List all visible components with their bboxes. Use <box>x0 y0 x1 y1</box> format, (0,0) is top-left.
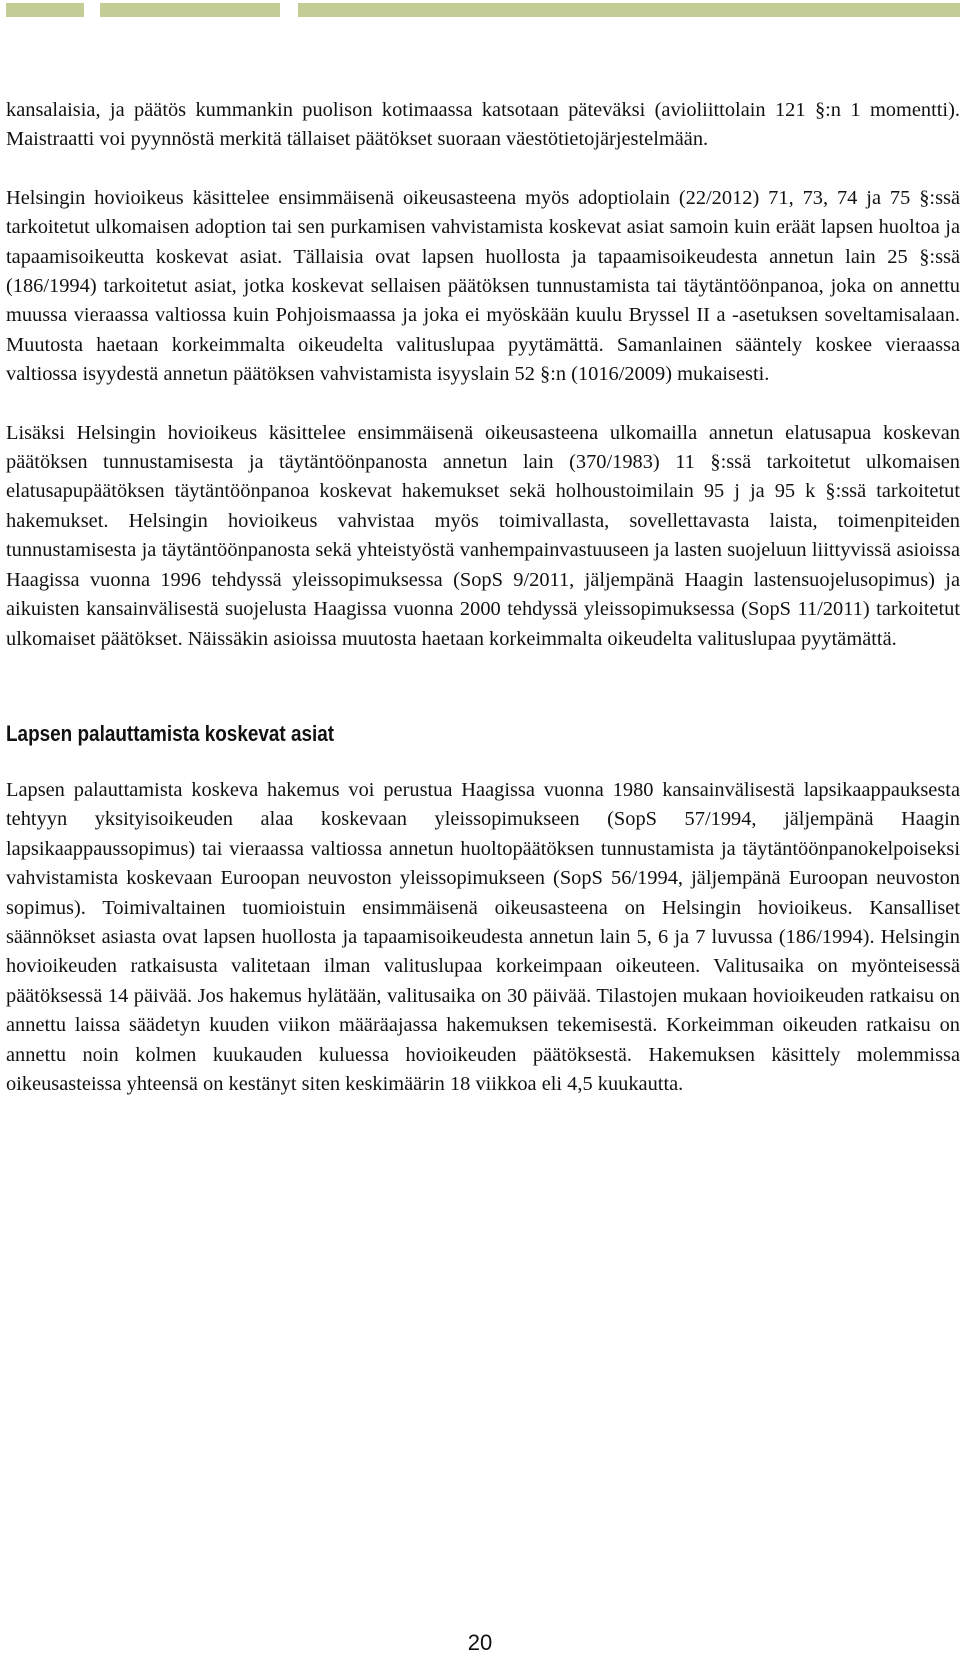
page-content <box>6 96 960 1099</box>
paragraph-adoption: Helsingin hovioikeus käsittelee ensimmäisenä oikeusasteena myös adoptiolain (22/2012) 71, 73, 74 ja 75 §:ssä tarkoitetut ulkomaisen adoption tai sen purkamisen vahvistamista koskevat asiat samoin kuin eräät lapsen huoltoa ja tapaamisoikeutta koskevat asiat. Tällaisia ovat lapsen huollosta ja tapaamisoikeudesta annetun lain 25 §:ssä (186/1994) tarkoitetut asiat, jotka koskevat sellaisen päätöksen tunnustamista tai täytäntöönpanoa, joka on annettu muussa vieraassa valtiossa kuin Pohjoismaassa ja joka ei myöskään kuulu Bryssel II a -asetuksen soveltamisalaan. Muutosta haetaan korkeimmalta oikeudelta valituslupaa pyytämättä. Samanlainen sääntely koskee vieraassa valtiossa isyydestä annetun päätöksen vahvistamista isyyslain 52 §:n (1016/2009) mukaisesti. <box>6 186 960 386</box>
header-bar <box>6 3 84 17</box>
paragraph-continuation: kansalaisia, ja päätös kummankin puolison kotimaassa katsotaan päteväksi (avioliittolain 121 §:n 1 momentti). Maistraatti voi pyynnöstä merkitä tällaiset päätökset suoraan väestötietojärjestelmään. <box>6 99 960 151</box>
paragraph-child-return: Lapsen palauttamista koskeva hakemus voi perustua Haagissa vuonna 1980 kansainvälisestä lapsikaappauksesta tehtyyn yksityisoikeuden alaa koskevaan yleissopimukseen (SopS 57/1994, jäljempänä Haagin lapsikaappaussopimus) tai vieraassa valtiossa annetun huoltopäätöksen tunnustamista ja täytäntöönpanokelpoiseksi vahvistamista koskevaan Euroopan neuvoston yleissopimukseen (SopS 56/1994, jäljempänä Euroopan neuvoston sopimus). Toimivaltainen tuomioistuin ensimmäisenä oikeusasteena on Helsingin hovioikeus. Kansalliset säännökset asiasta ovat lapsen huollosta ja tapaamisoikeudesta annetun lain 5, 6 ja 7 luvussa (186/1994). Helsingin hovioikeuden ratkaisusta valitetaan ilman valituslupaa korkeimpaan oikeuteen. Valitusaika on myönteisessä päätöksessä 14 päivää. Jos hakemus hylätään, valitusaika on 30 päivää. Tilastojen mukaan hovioikeuden ratkaisu on annettu laissa säädetyn kuuden viikon määräajassa hakemuksen tekemisestä. Korkeimman oikeuden ratkaisu on annettu noin kolmen kuukauden kuluessa hovioikeuden päätöksestä. Hakemuksen käsittely molemmissa oikeusasteissa yhteensä on kestänyt siten keskimäärin 18 viikkoa eli 4,5 kuukautta. <box>6 778 960 1095</box>
header-bar <box>298 3 960 17</box>
section-heading: Lapsen palauttamista koskevat asiat <box>6 720 335 746</box>
paragraph-maintenance: Lisäksi Helsingin hovioikeus käsittelee ensimmäisenä oikeusasteena ulkomailla annetun elatusapua koskevan päätöksen tunnustamisesta ja täytäntöönpanosta annetun lain (370/1983) 11 §:ssä tarkoitetut ulkomaisen elatusapupäätöksen täytäntöönpanoa koskevat hakemukset sekä holhoustoimilain 95 j ja 95 k §:ssä tarkoitetut hakemukset. Helsingin hovioikeus vahvistaa myös toimivallasta, sovellettavasta laista, toimenpiteiden tunnustamisesta ja täytäntöönpanosta sekä yhteistyöstä vanhempainvastuuseen ja lasten suojeluun liittyvissä asioissa Haagissa vuonna 1996 tehdyssä yleissopimuksessa (SopS 9/2011, jäljempänä Haagin lastensuojelusopimus) ja aikuisten kansainvälisestä suojelusta Haagissa vuonna 2000 tehdyssä yleissopimuksessa (SopS 11/2011) tarkoitetut ulkomaiset päätökset. Näissäkin asioissa muutosta haetaan korkeimmalta oikeudelta valituslupaa pyytämättä. <box>6 421 960 650</box>
header-bar <box>100 3 280 17</box>
page-number: 20 <box>467 1630 493 1655</box>
header-decoration <box>0 3 960 17</box>
